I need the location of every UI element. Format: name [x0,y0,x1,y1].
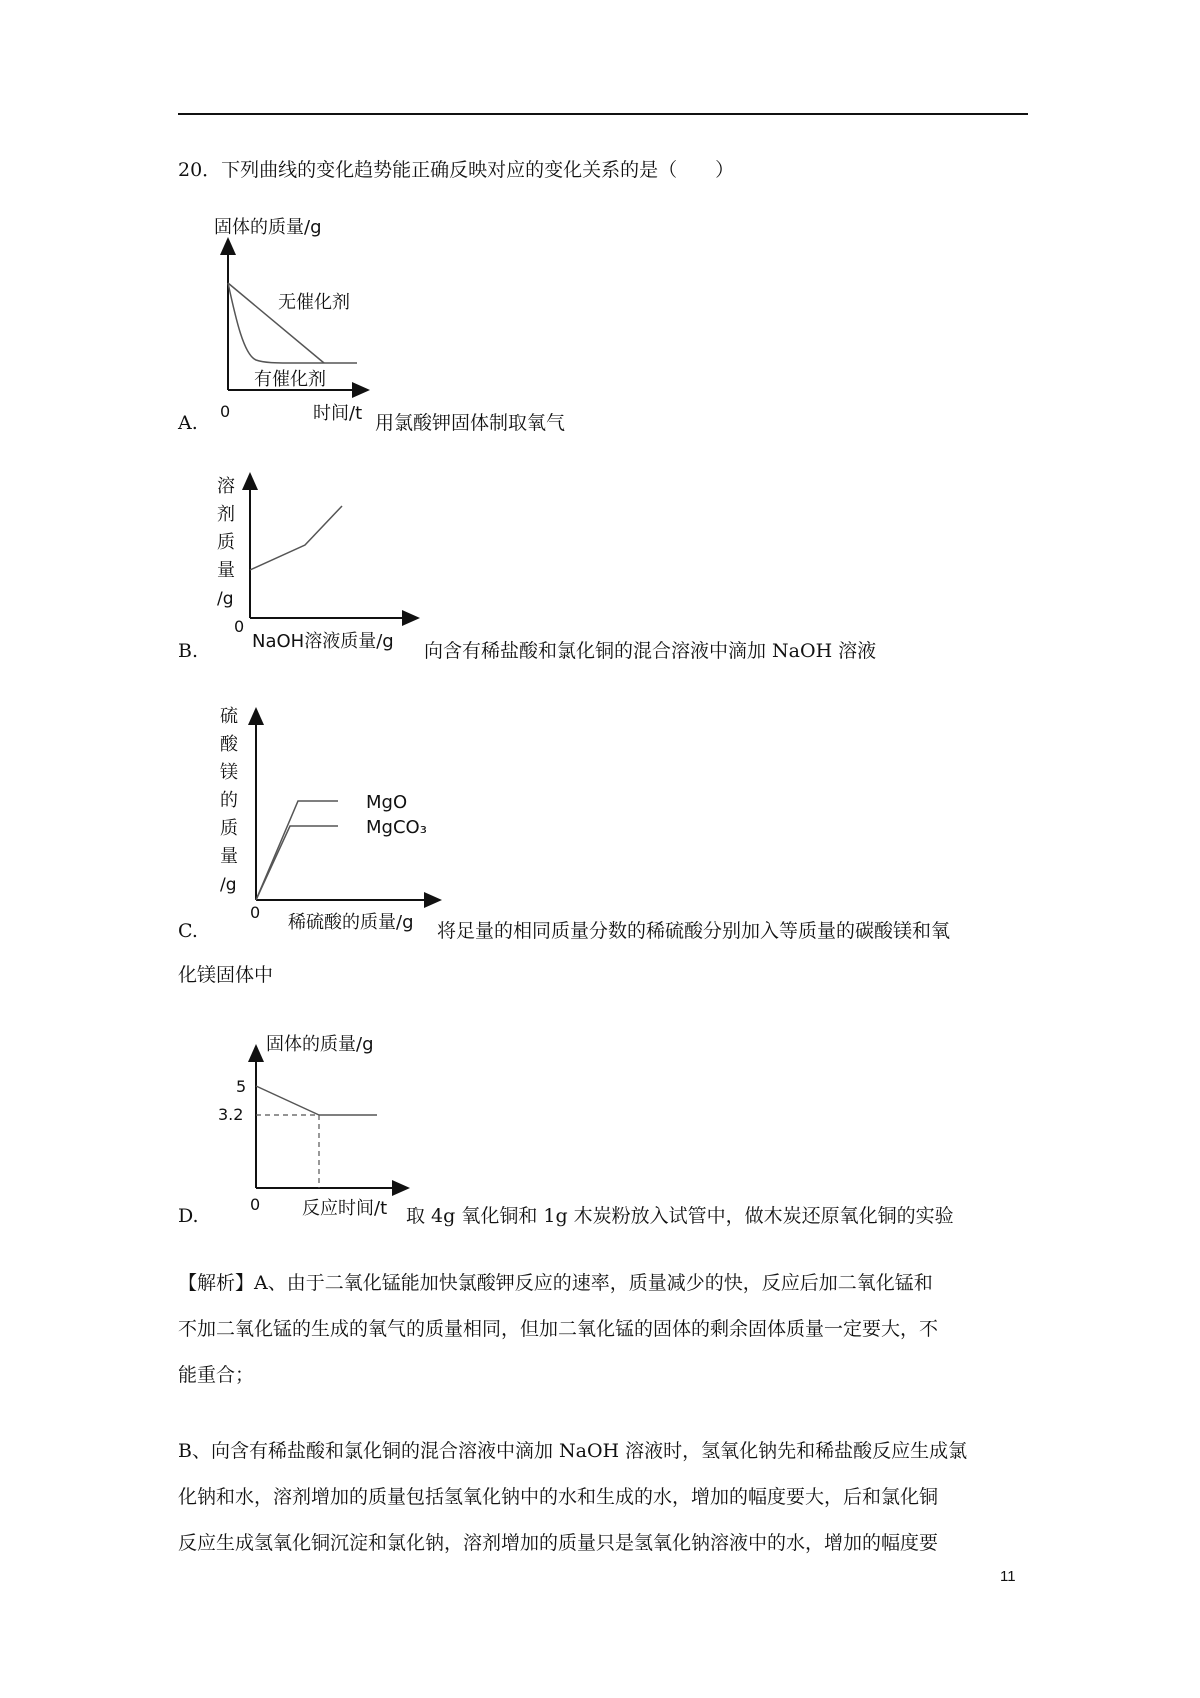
graph-a-label-catalyst: 有催化剂 [254,369,326,390]
graph-a-label-no-catalyst: 无催化剂 [278,292,350,313]
graph-b-ylabel-5: /g [217,589,234,609]
analysis-line: 化钠和水，溶剂增加的质量包括氢氧化钠中的水和生成的水，增加的幅度要大，后和氯化铜 [178,1486,939,1508]
graph-b-origin: 0 [234,617,245,636]
graph-c-label-mgco3: MgCO₃ [366,817,427,838]
option-d-desc: 取 4g 氧化铜和 1g 木炭粉放入试管中，做木炭还原氧化铜的实验 [406,1205,954,1227]
graph-a [212,215,372,425]
graph-b-ylabel-4: 量 [217,560,235,581]
graph-b [212,470,422,655]
graph-c-ylabel-4: 的 [220,790,238,811]
graph-b-ylabel-3: 质 [217,532,235,553]
graph-a-xlabel: 时间/t [313,403,363,424]
graph-c-xlabel: 稀硫酸的质量/g [288,912,414,933]
graph-b-ylabel-2: 剂 [217,504,235,525]
option-a-desc: 用氯酸钾固体制取氧气 [375,412,566,434]
analysis-line: 【解析】A、由于二氧化锰能加快氯酸钾反应的速率，质量减少的快，反应后加二氧化锰和 [178,1272,933,1294]
graph-c-label-mgo: MgO [366,792,408,813]
analysis-line: 能重合； [178,1364,255,1386]
option-c-desc-line1: 将足量的相同质量分数的稀硫酸分别加入等质量的碳酸镁和氧 [437,920,951,942]
graph-c-curve-mgco3 [256,826,338,900]
analysis [178,1260,1028,1398]
graph-a-ylabel: 固体的质量/g [214,217,322,238]
graph-c-ylabel-3: 镁 [220,762,238,783]
analysis-line: B、向含有稀盐酸和氯化铜的混合溶液中滴加 NaOH 溶液时，氢氧化钠先和稀盐酸反应生成氯 [178,1440,968,1462]
graph-c [212,700,447,935]
graph-d-origin: 0 [250,1195,261,1214]
option-b-desc: 向含有稀盐酸和氯化铜的混合溶液中滴加 NaOH 溶液 [424,640,877,662]
graph-a-origin: 0 [220,402,231,421]
option-c-desc-line2: 化镁固体中 [178,964,274,986]
graph-c-ylabel-2: 酸 [220,734,238,755]
graph-d-xlabel: 反应时间/t [302,1198,388,1219]
graph-c-origin: 0 [250,903,261,922]
graph-b-xlabel: NaOH溶液质量/g [252,631,394,652]
analysis-line: 反应生成氢氧化铜沉淀和氯化钠，溶剂增加的质量只是氢氧化钠溶液中的水，增加的幅度要 [178,1532,939,1554]
graph-d-curve-decline [256,1086,319,1115]
graph-c-ylabel-6: 量 [220,846,238,867]
question-stem: 20．下列曲线的变化趋势能正确反映对应的变化关系的是（ ） [178,159,735,181]
option-a-letter: A. [178,412,198,434]
graph-b-ylabel-1: 溶 [217,476,235,497]
graph-d-tick-3-2: 3.2 [218,1105,244,1124]
header-rule [178,113,1028,115]
graph-d [212,1030,412,1220]
page-number: 11 [1000,1568,1016,1585]
analysis-b [178,1428,1028,1566]
option-d-letter: D. [178,1205,199,1227]
option-c-letter: C. [178,920,198,942]
graph-d-ylabel: 固体的质量/g [266,1034,374,1055]
graph-c-curve-mgo [256,801,338,900]
option-b-letter: B. [178,640,199,662]
graph-b-curve [250,506,342,570]
graph-c-ylabel-5: 质 [220,818,238,839]
graph-c-ylabel-7: /g [220,875,237,895]
graph-d-tick-5: 5 [236,1077,247,1096]
analysis-line: 不加二氧化锰的生成的氧气的质量相同，但加二氧化锰的固体的剩余固体质量一定要大，不 [178,1318,939,1340]
graph-c-ylabel-1: 硫 [220,706,238,727]
